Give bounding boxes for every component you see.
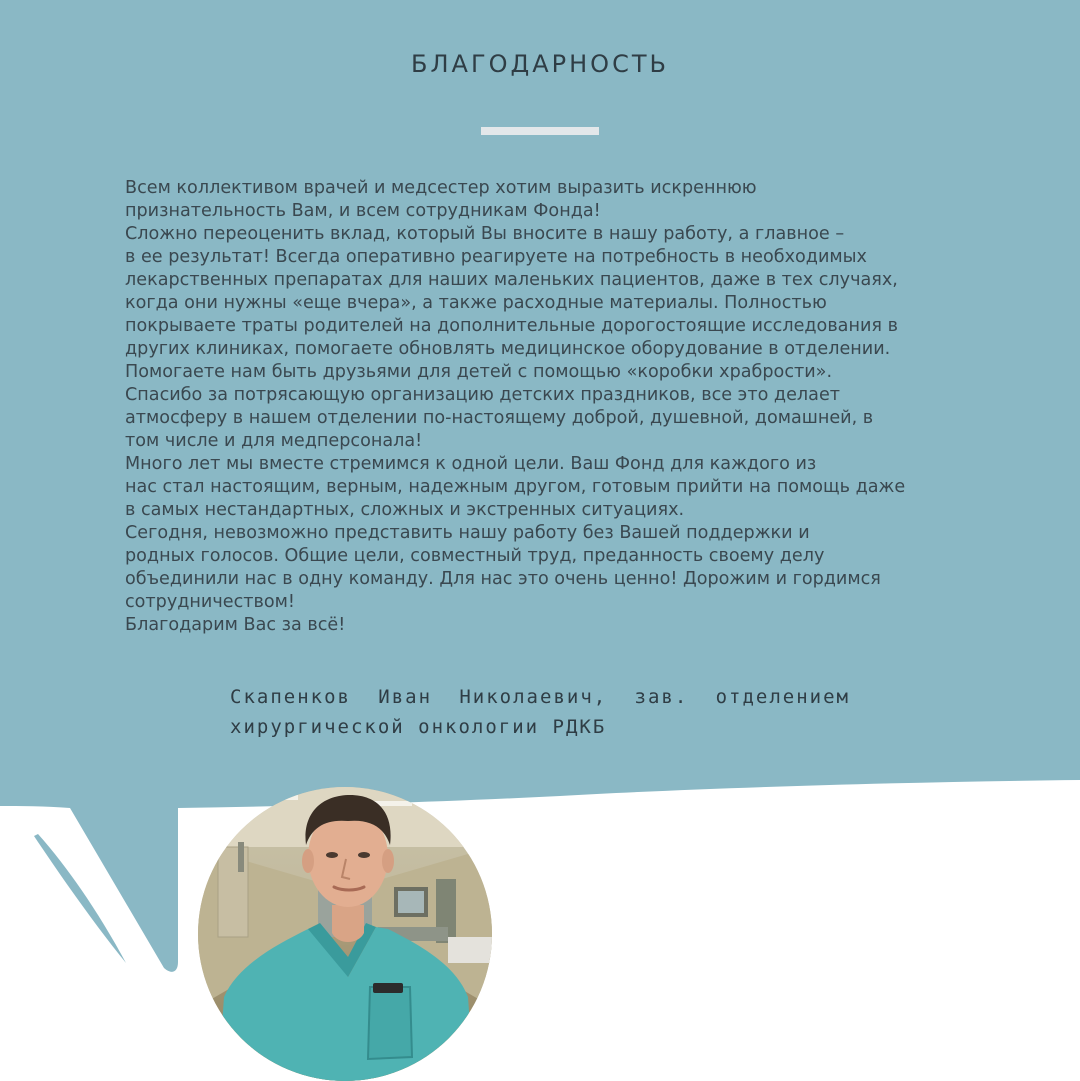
letter-line: когда они нужны «еще вчера», а также расходные материалы. Полностью [125, 293, 827, 313]
letter-line: Сложно переоценить вклад, который Вы вносите в нашу работу, а главное – [125, 224, 845, 244]
letter-line: Всем коллективом врачей и медсестер хотим выразить искреннюю [125, 178, 757, 198]
letter-line: признательность Вам, и всем сотрудникам Фонда! [125, 201, 601, 221]
letter-line: покрываете траты родителей на дополнительные дорогостоящие исследования в [125, 316, 898, 336]
letter-line: Много лет мы вместе стремимся к одной цели. Ваш Фонд для каждого из [125, 454, 817, 474]
letter-line: атмосферу в нашем отделении по-настоящему доброй, душевной, домашней, в [125, 408, 874, 428]
letter-line: том числе и для медперсонала! [125, 431, 423, 451]
doctor-portrait-illustration [198, 787, 492, 1081]
title-divider [481, 127, 599, 135]
letter-line: родных голосов. Общие цели, совместный труд, преданность своему делу [125, 546, 825, 566]
letter-line: других клиниках, помогаете обновлять медицинское оборудование в отделении. [125, 339, 891, 359]
doctor-portrait [198, 787, 492, 1081]
letter-line: в ее результат! Всегда оперативно реагируете на потребность в необходимых [125, 247, 867, 267]
letter-line: Сегодня, невозможно представить нашу работу без Вашей поддержки и [125, 523, 810, 543]
page-title: БЛАГОДАРНОСТЬ [411, 50, 669, 78]
letter-line: Благодарим Вас за всё! [125, 615, 346, 635]
letter-line: нас стал настоящим, верным, надежным другом, готовым прийти на помощь даже [125, 477, 906, 497]
letter-line: Помогаете нам быть друзьями для детей с помощью «коробки храбрости». [125, 362, 833, 382]
letter-body [125, 177, 955, 637]
letter-line: объединили нас в одну команду. Для нас это очень ценно! Дорожим и гордимся [125, 569, 881, 589]
letter-line: сотрудничеством! [125, 592, 295, 612]
letter-line: лекарственных препаратах для наших маленьких пациентов, даже в тех случаях, [125, 270, 898, 290]
signature: Скапенков Иван Николаевич, зав. отделением хирургической онкологии РДКБ [230, 686, 850, 738]
letter-line: в самых нестандартных, сложных и экстренных ситуациях. [125, 500, 685, 520]
letter-line: Спасибо за потрясающую организацию детских праздников, все это делает [125, 385, 841, 405]
